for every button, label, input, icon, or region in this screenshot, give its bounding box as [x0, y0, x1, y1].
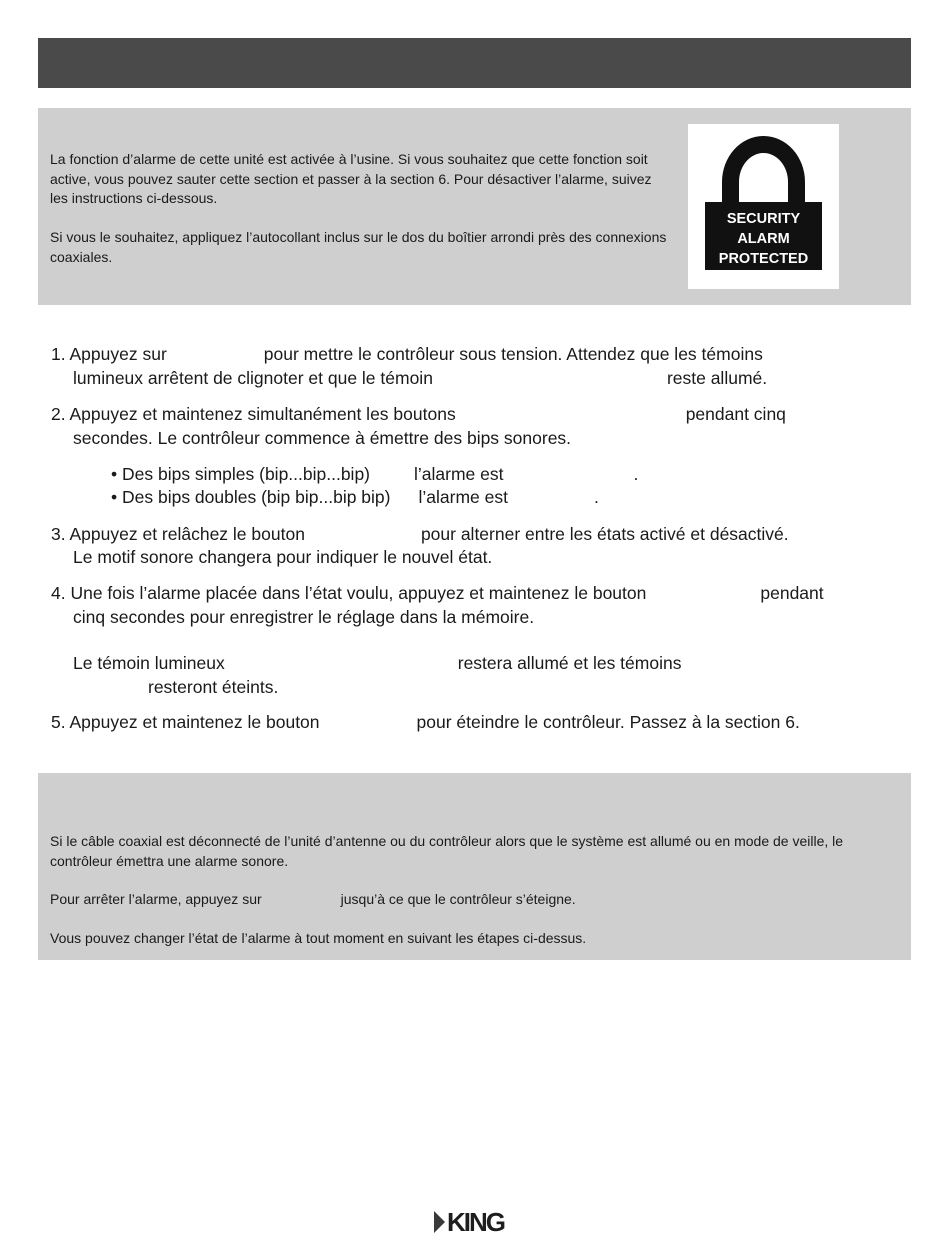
bullet-double-beeps [111, 486, 599, 510]
step-1-line-1 [51, 343, 763, 367]
step-4-line-2 [73, 606, 534, 630]
step-2-text-b: pendant cinq [685, 404, 786, 424]
alarm-paragraph-2-b: jusqu’à ce que le contrôleur s’éteigne. [340, 891, 576, 907]
step-4-note-line-1 [73, 652, 681, 676]
step-3-text-a: 3. Appuyez et relâchez le bouton [51, 524, 305, 544]
intro-paragraph-2: Si vous le souhaitez, appliquez l’autocollant inclus sur le dos du boîtier arrondi près des connexions coaxiales. [50, 229, 667, 265]
step-2-text-a: 2. Appuyez et maintenez simultanément les boutons [51, 404, 456, 424]
alarm-paragraph-1: Si le câble coaxial est déconnecté de l’unité d’antenne ou du contrôleur alors que le système est allumé ou en mode de veille, le contrôleur émettra une alarme sonore. [50, 833, 844, 869]
step-3-line-1 [51, 523, 789, 547]
step-5-text-b: pour éteindre le contrôleur. Passez à la section 6. [416, 712, 800, 732]
step-3-line-2 [73, 546, 492, 570]
bullet-single-beeps [111, 463, 638, 487]
step-4-note-line-2 [148, 676, 278, 700]
sticker-line-2: ALARM [737, 231, 790, 247]
intro-paragraph-1: La fonction d’alarme de cette unité est activée à l’usine. Si vous souhaitez que cette fonction soit active, vous pouvez sauter cette section et passer à la section 6. Pour désactiver l’alarme, suivez les instructions ci-dessous. [50, 151, 652, 206]
logo-wordmark: KING [447, 1206, 504, 1237]
section-header-bar [38, 38, 911, 88]
step-3-text-c: Le motif sonore changera pour indiquer le nouvel état. [73, 547, 493, 567]
king-logo [434, 1208, 504, 1236]
step-5-line-1 [51, 711, 800, 735]
step-2-text-c: secondes. Le contrôleur commence à émettre des bips sonores. [73, 428, 572, 448]
step-1-text-b: pour mettre le contrôleur sous tension. Attendez que les témoins [263, 344, 763, 364]
step-4-text-e: restera allumé et les témoins [457, 653, 682, 673]
alarm-info-panel [38, 773, 911, 960]
sticker-label [706, 209, 821, 269]
sticker-line-3: PROTECTED [718, 251, 809, 267]
step-4-text-b: pendant [760, 583, 824, 603]
step-3-text-b: pour alterner entre les états activé et désactivé. [420, 524, 789, 544]
alarm-paragraph-2 [50, 890, 900, 910]
step-1-text-d: reste allumé. [666, 368, 768, 388]
logo-arrow-icon [434, 1211, 445, 1233]
step-1-text-a: 1. Appuyez sur [51, 344, 167, 364]
step-2-line-1 [51, 403, 786, 427]
bullet-1-text-b: l’alarme est [414, 464, 504, 484]
bullet-1-text-c: . [633, 464, 639, 484]
step-2-line-2 [73, 427, 571, 451]
alarm-paragraph-3: Vous pouvez changer l’état de l’alarme à tout moment en suivant les étapes ci-dessus. [50, 930, 587, 946]
bullet-2-text-a: • Des bips doubles (bip bip...bip bip) [111, 487, 391, 507]
bullet-2-text-b: l’alarme est [418, 487, 508, 507]
step-4-text-f: resteront éteints. [148, 677, 279, 697]
step-1-text-c: lumineux arrêtent de clignoter et que le témoin [73, 368, 433, 388]
step-4-line-1 [51, 582, 824, 606]
security-alarm-sticker [688, 124, 839, 289]
step-4-text-c: cinq secondes pour enregistrer le réglage dans la mémoire. [73, 607, 535, 627]
step-4-text-d: Le témoin lumineux [73, 653, 225, 673]
bullet-2-text-c: . [593, 487, 599, 507]
step-1-line-2 [73, 367, 767, 391]
step-5-text-a: 5. Appuyez et maintenez le bouton [51, 712, 320, 732]
alarm-paragraph-2-a: Pour arrêter l’alarme, appuyez sur [50, 891, 262, 907]
bullet-1-text-a: • Des bips simples (bip...bip...bip) [111, 464, 371, 484]
sticker-line-1: SECURITY [726, 211, 801, 227]
step-4-text-a: 4. Une fois l’alarme placée dans l’état voulu, appuyez et maintenez le bouton [51, 583, 647, 603]
